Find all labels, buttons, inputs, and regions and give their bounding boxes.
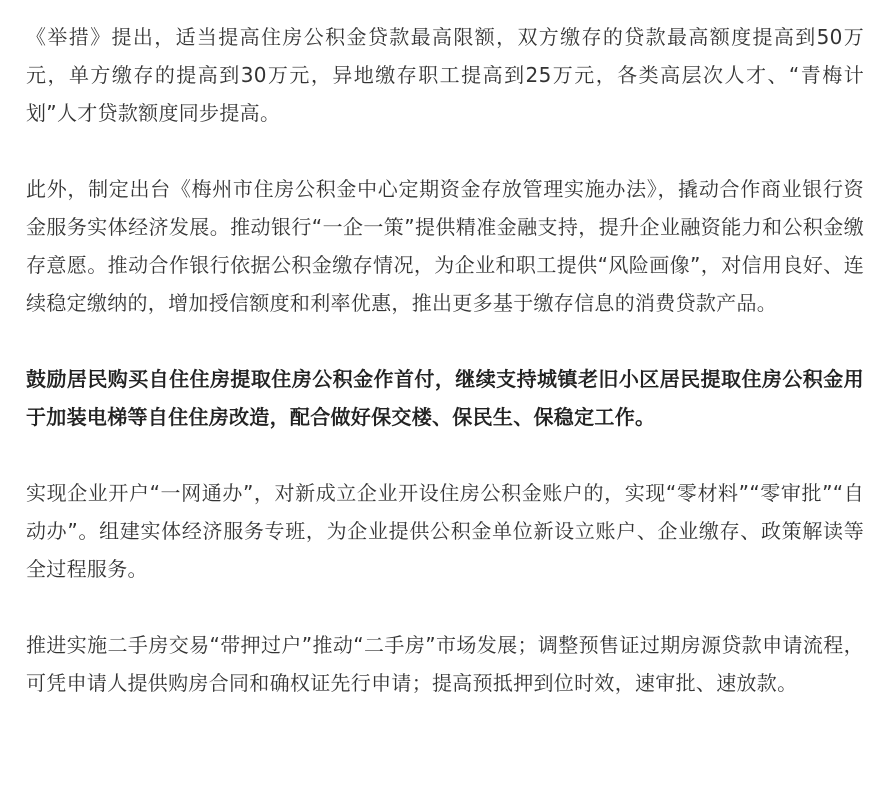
paragraph-bank-cooperation: 此外，制定出台《梅州市住房公积金中心定期资金存放管理实施办法》，撬动合作商业银行资金服务实体经济发展。推动银行“一企一策”提供精准金融支持，提升企业融资能力和公积金缴存意愿。推动合作银行依据公积金缴存情况，为企业和职工提供“风险画像”，对信用良好、连续稳定缴纳的，增加授信额度和利率优惠，推出更多基于缴存信息的消费贷款产品。 bbox=[26, 177, 864, 315]
paragraph-second-hand-housing: 推进实施二手房交易“带押过户”推动“二手房”市场发展；调整预售证过期房源贷款申请流程，可凭申请人提供购房合同和确权证先行申请；提高预抵押到位时效，速审批、速放款。 bbox=[26, 633, 864, 695]
paragraph-loan-limit: 《举措》提出，适当提高住房公积金贷款最高限额，双方缴存的贷款最高额度提高到50万元，单方缴存的提高到30万元，异地缴存职工提高到25万元，各类高层次人才、“青梅计划”人才贷款额度同步提高。 bbox=[26, 25, 864, 125]
paragraph-enterprise-account: 实现企业开户“一网通办”，对新成立企业开设住房公积金账户的，实现“零材料”“零审批”“自动办”。组建实体经济服务专班，为企业提供公积金单位新设立账户、企业缴存、政策解读等全过程服务。 bbox=[26, 481, 864, 581]
article-body bbox=[26, 18, 864, 740]
paragraph-withdrawal-support: 鼓励居民购买自住住房提取住房公积金作首付，继续支持城镇老旧小区居民提取住房公积金用于加装电梯等自住住房改造，配合做好保交楼、保民生、保稳定工作。 bbox=[26, 367, 864, 429]
